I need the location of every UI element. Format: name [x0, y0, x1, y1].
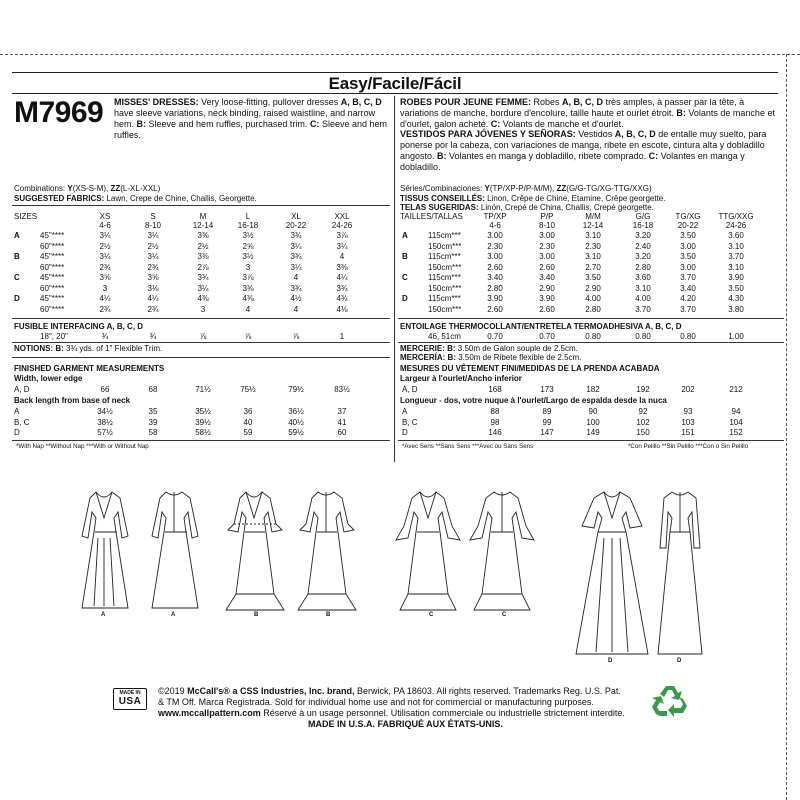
yardage-value: 3.70 [728, 252, 744, 261]
yardage-value: 3.00 [487, 252, 503, 261]
width-label-english: Width, lower edge [14, 374, 83, 383]
yardage-value: 3⅜ [197, 231, 209, 240]
yardage-value: 4.00 [635, 294, 651, 303]
badge-bottom-text: USA [118, 696, 142, 707]
yardage-value: 4 [245, 304, 251, 314]
width-value: 68 [148, 385, 158, 394]
yardage-view: C [402, 273, 408, 282]
size-number: 24-26 [725, 221, 747, 230]
yardage-value: 2.30 [539, 241, 555, 251]
yardage-value: 3.20 [635, 231, 651, 240]
yardage-value: 3¾ [197, 273, 209, 282]
yardage-value: 2¾ [99, 304, 111, 314]
fabrics-french: TISSUS CONSEILLÉS: Linon, Crêpe de Chine, Etamine, Crêpe georgette. [400, 194, 666, 203]
length-value: 92 [638, 407, 648, 416]
sizes-header-english: SIZES [14, 212, 38, 221]
yardage-value: 3.00 [680, 262, 696, 272]
yardage-value: 3.10 [728, 262, 744, 272]
yardage-value: 3.00 [680, 241, 696, 251]
yardage-value: 3.40 [539, 273, 555, 282]
length-value: 41 [337, 417, 347, 427]
yardage-value: 3.20 [635, 252, 651, 261]
yardage-value: 3.10 [585, 231, 601, 240]
yardage-value: 2⅝ [242, 241, 254, 251]
yardage-width: 45"**** [40, 273, 65, 282]
yardage-value: 3⅞ [336, 231, 348, 240]
yardage-value: 2.30 [585, 241, 601, 251]
garment-sketches [0, 478, 800, 678]
yardage-value: 3¼ [290, 262, 302, 272]
description-spanish: VESTIDOS PARA JÓVENES Y SEÑORAS: Vestidos A, B, C, D de entalle muy suelto, para ponerse por la cabeza, con variaciones de manga, ribete en escote, cintura alta y dobladillo angosto. B: Volantes en manga y dobladillo, ribete comprado. C: Volantes en manga y dobladillo. [400, 129, 767, 172]
yardage-value: 2.90 [539, 283, 555, 293]
length-value: 151 [681, 428, 695, 437]
sketch-view-c-front [396, 492, 460, 610]
interfacing-value: ¾ [101, 332, 109, 341]
yardage-width: 115cm*** [428, 273, 461, 282]
length-value: 149 [586, 428, 600, 437]
fabrics-spanish: TELAS SUGERIDAS: Linón, Crepé de China, Challis, Crepé georgette. [400, 203, 654, 212]
rule [12, 440, 390, 441]
sketch-view-a-back [152, 492, 198, 608]
badge-top-text: MADE IN [119, 690, 141, 696]
finished-measurements-french: MESURES DU VÊTEMENT FINI/MEDIDAS DE LA PRENDA ACABADA [400, 364, 660, 373]
length-value: 147 [540, 428, 554, 437]
size-number: 8-10 [144, 221, 161, 230]
yardage-value: 2.70 [585, 262, 601, 272]
copyright-line-1: ©2019 McCall's® a CSS Industries, Inc. brand, Berwick, PA 18603. All rights reserved. Trademarks Reg. U.S. Pat. [158, 686, 621, 696]
interfacing-value: 0.80 [585, 332, 601, 341]
made-in-usa-line: MADE IN U.S.A. FABRIQUÉ AUX ÉTATS-UNIS. [308, 719, 503, 729]
cut-line-right [786, 54, 787, 800]
yardage-width: 45"**** [40, 231, 65, 240]
yardage-view: B [14, 252, 20, 261]
interfacing-english: FUSIBLE INTERFACING A, B, C, D [14, 322, 144, 331]
description-french: ROBES POUR JEUNE FEMME: Robes A, B, C, D très amples, à passer par la tête, à variations de manche, bordure d'encolure, taille haute et ourlet étroit. B: Volants de manche et d'ourlet, galon acheté. C: Volants de manche et d'ourlet. [400, 97, 775, 129]
yardage-width: 115cm*** [428, 231, 461, 240]
yardage-value: 3¼ [336, 241, 348, 251]
length-value: 103 [681, 417, 695, 427]
yardage-value: 3.10 [728, 241, 744, 251]
size-number: 16-18 [632, 221, 654, 230]
width-value: 173 [540, 385, 554, 394]
sketch-label-a: A [101, 612, 106, 618]
size-name: XXL [334, 212, 350, 221]
combinations-english: Combinations: Y(XS-S-M), ZZ(L-XL-XXL) [14, 184, 161, 193]
width-view: A, D [14, 385, 30, 394]
width-value: 71½ [195, 385, 211, 394]
sketch-view-c-back [470, 492, 534, 610]
length-value: 93 [683, 407, 693, 416]
width-label-french: Largeur à l'ourlet/Ancho inferior [400, 374, 522, 383]
yardage-value: 3.00 [487, 231, 503, 240]
yardage-value: 4.20 [680, 294, 696, 303]
width-value: 212 [729, 385, 743, 394]
sizes-header-french: TAILLES/TALLAS [400, 212, 463, 221]
yardage-value: 2.80 [487, 283, 503, 293]
length-view: D [14, 428, 20, 437]
yardage-value: 3.70 [680, 273, 696, 282]
yardage-value: 3¼ [99, 252, 111, 261]
size-name: XL [291, 212, 301, 221]
size-name: L [245, 212, 251, 221]
yardage-value: 3 [102, 283, 108, 293]
length-value: 59½ [288, 428, 304, 437]
yardage-width: 60"**** [40, 304, 65, 314]
sketch-label-a: A [171, 612, 176, 618]
size-name: TP/XP [483, 212, 507, 221]
rule [12, 205, 390, 206]
length-value: 150 [636, 428, 650, 437]
width-value: 79½ [288, 385, 304, 394]
nap-note-english: *With Nap **Without Nap ***With or Without Nap [16, 443, 149, 450]
sketch-label-d: D [677, 658, 682, 664]
copyright-block [158, 686, 658, 730]
yardage-value: 3.60 [728, 231, 744, 240]
length-value: 39½ [195, 417, 211, 427]
yardage-value: 3.60 [635, 273, 651, 282]
finished-measurements-english: FINISHED GARMENT MEASUREMENTS [14, 364, 165, 373]
length-value: 40 [243, 417, 253, 427]
yardage-value: 2⅞ [197, 262, 209, 272]
width-value: 192 [636, 385, 650, 394]
sketch-view-b-back [298, 492, 356, 610]
width-view: A, D [402, 385, 418, 394]
yardage-value: 3⅜ [197, 252, 209, 261]
yardage-value: 4⅛ [336, 304, 348, 314]
yardage-value: 3.70 [680, 304, 696, 314]
merceria-spanish: MERCERÍA: B: 3.50m de Ribete flexible de 2.5cm. [400, 353, 582, 362]
yardage-value: 3¾ [290, 252, 302, 261]
length-value: 104 [729, 417, 743, 427]
mercerie-french: MERCERIE: B: 3.50m de Galon souple de 2.5cm. [400, 344, 578, 353]
size-name: G/G [635, 212, 651, 221]
length-value: 38½ [97, 417, 113, 427]
combinations-french: Séries/Combinaciones: Y(TP/XP-P/P-M/M), ZZ(G/G-TG/XG-TTG/XXG) [400, 184, 652, 193]
fabrics-english: SUGGESTED FABRICS: Lawn, Crepe de Chine, Challis, Georgette. [14, 194, 257, 203]
size-number: 4-6 [489, 221, 501, 230]
yardage-value: 3⅛ [147, 283, 159, 293]
yardage-value: 4½ [290, 294, 302, 303]
cut-line-top [0, 54, 800, 55]
yardage-value: 2.60 [539, 304, 555, 314]
yardage-value: 2¾ [99, 262, 111, 272]
yardage-value: 3.50 [680, 231, 696, 240]
yardage-value: 3¼ [99, 231, 111, 240]
yardage-value: 4¼ [336, 273, 348, 282]
yardage-value: 4.30 [728, 294, 744, 303]
yardage-view: A [14, 231, 20, 240]
difficulty-banner [12, 72, 778, 94]
yardage-value: 3 [200, 304, 206, 314]
length-view: A [402, 407, 408, 416]
yardage-value: 4¼ [99, 294, 111, 303]
interfacing-value: ⅞ [244, 332, 252, 341]
length-value: 100 [586, 417, 600, 427]
length-value: 99 [542, 417, 552, 427]
yardage-width: 60"**** [40, 283, 65, 293]
yardage-value: 3⅝ [99, 273, 111, 282]
sketch-view-a-front [82, 492, 128, 608]
yardage-value: 3⅜ [336, 262, 348, 272]
length-value: 89 [542, 407, 552, 416]
yardage-value: 3⅜ [242, 283, 254, 293]
yardage-width: 60"**** [40, 262, 65, 272]
size-number: 4-6 [99, 221, 111, 230]
size-number: 16-18 [237, 221, 259, 230]
copyright-line-2: & TM Off. Marca Registrada. Sold for individual home use and not for commercial or manufacturing purposes. [158, 697, 594, 707]
length-value: 58½ [195, 428, 211, 437]
yardage-view: C [14, 273, 20, 282]
interfacing-value: 1.00 [728, 332, 744, 341]
yardage-value: 3¾ [336, 283, 348, 293]
cut-line-top-right [786, 54, 800, 55]
length-value: 40½ [288, 417, 304, 427]
width-value: 182 [586, 385, 600, 394]
size-name: M [199, 212, 207, 221]
sketch-view-d-front [576, 492, 648, 654]
yardage-value: 3¼ [147, 252, 159, 261]
rule [12, 357, 390, 358]
yardage-value: 3.50 [585, 273, 601, 282]
interfacing-value: 1 [339, 332, 345, 341]
length-label-french: Longueur - dos, votre nuque à l'ourlet/Largo de espalda desde la nuca [400, 396, 667, 405]
yardage-view: A [402, 231, 408, 240]
length-value: 102 [636, 417, 650, 427]
yardage-value: 3.90 [728, 273, 744, 282]
yardage-width: 150cm*** [428, 241, 462, 251]
yardage-value: 4⅜ [197, 294, 209, 303]
yardage-value: 3½ [242, 231, 254, 240]
length-value: 36 [243, 407, 253, 416]
yardage-view: B [402, 252, 408, 261]
yardage-width: 45"**** [40, 252, 65, 261]
yardage-value: 2½ [147, 241, 159, 251]
length-view: A [14, 407, 20, 416]
yardage-value: 3.80 [728, 304, 744, 314]
recycle-icon [652, 684, 688, 718]
yardage-value: 2¾ [147, 304, 159, 314]
website-link[interactable]: www.mccallpattern.com [158, 708, 261, 718]
column-divider [394, 96, 395, 462]
interfacing-value: ¾ [149, 332, 157, 341]
length-value: 36½ [288, 407, 304, 416]
interfacing-width: 46, 51cm [428, 332, 461, 341]
interfacing-value: 0.70 [539, 332, 555, 341]
length-value: 152 [729, 428, 743, 437]
size-number: 24-26 [331, 221, 353, 230]
yardage-view: D [14, 294, 20, 303]
interfacing-value: ⅞ [199, 332, 207, 341]
length-value: 88 [490, 407, 500, 416]
interfacing-value: 0.70 [487, 332, 503, 341]
yardage-value: 3.90 [539, 294, 555, 303]
width-value: 66 [100, 385, 110, 394]
yardage-value: 2.30 [487, 241, 503, 251]
length-value: 35½ [195, 407, 211, 416]
length-view: B, C [402, 417, 418, 427]
sketch-label-c: C [429, 612, 434, 618]
width-value: 202 [681, 385, 695, 394]
pattern-number: M7969 [14, 96, 104, 129]
length-value: 90 [588, 407, 598, 416]
yardage-value: 3.40 [680, 283, 696, 293]
length-view: B, C [14, 417, 30, 427]
length-value: 59 [243, 428, 253, 437]
rule [398, 440, 784, 441]
yardage-value: 3¾ [290, 231, 302, 240]
yardage-value: 3.10 [635, 283, 651, 293]
yardage-width: 60"**** [40, 241, 65, 251]
yardage-value: 4⅜ [242, 294, 254, 303]
sketch-label-b: B [326, 612, 331, 618]
difficulty-label: Easy/Facile/Fácil [328, 74, 462, 93]
yardage-value: 3⅞ [242, 273, 254, 282]
length-value: 37 [337, 407, 347, 416]
length-value: 34½ [97, 407, 113, 416]
yardage-value: 3¾ [290, 283, 302, 293]
yardage-value: 2.80 [635, 262, 651, 272]
size-name: M/M [585, 212, 601, 221]
width-value: 168 [488, 385, 502, 394]
width-value: 83½ [334, 385, 350, 394]
size-number: 12-14 [192, 221, 214, 230]
length-value: 39 [148, 417, 158, 427]
yardage-value: 4 [339, 252, 345, 261]
sketch-label-c: C [502, 612, 507, 618]
yardage-value: 3.50 [728, 283, 744, 293]
length-label-english: Back length from base of neck [14, 396, 131, 405]
length-value: 146 [488, 428, 502, 437]
interfacing-width: 18", 20" [40, 332, 68, 341]
yardage-value: 3½ [242, 252, 254, 261]
yardage-value: 3.10 [585, 252, 601, 261]
yardage-width: 45"**** [40, 294, 65, 303]
yardage-value: 3.00 [539, 231, 555, 240]
length-view: D [402, 428, 408, 437]
sketch-view-b-front [226, 492, 284, 610]
notions-english: NOTIONS: B: 3¾ yds. of 1" Flexible Trim. [14, 344, 163, 353]
interfacing-value: 0.80 [635, 332, 651, 341]
size-name: S [150, 212, 156, 221]
size-number: 12-14 [582, 221, 604, 230]
length-value: 57½ [97, 428, 113, 437]
size-number: 20-22 [285, 221, 307, 230]
yardage-value: 2.60 [487, 262, 503, 272]
rule [12, 318, 390, 319]
yardage-value: 2.40 [635, 241, 651, 251]
yardage-width: 150cm*** [428, 262, 462, 272]
yardage-value: 4¾ [336, 294, 348, 303]
length-value: 94 [731, 407, 741, 416]
yardage-value: 3¼ [147, 231, 159, 240]
interfacing-french: ENTOILAGE THERMOCOLLANT/ENTRETELA TERMOADHESIVA A, B, C, D [400, 322, 682, 331]
copyright-line-3: www.mccallpattern.com Réservé à un usage personnel. Utilisation commerciale ou industrielle strictement interdite. [158, 708, 625, 718]
size-name: XS [99, 212, 111, 221]
size-name: TG/XG [675, 212, 701, 221]
yardage-value: 3.90 [487, 294, 503, 303]
length-value: 60 [337, 428, 347, 437]
yardage-value: 2½ [197, 241, 209, 251]
interfacing-value: ⅞ [292, 332, 300, 341]
yardage-value: 2.90 [585, 283, 601, 293]
rule [398, 342, 784, 343]
yardage-width: 150cm*** [428, 304, 462, 314]
yardage-value: 3.40 [487, 273, 503, 282]
size-number: 20-22 [677, 221, 699, 230]
made-in-usa-badge [113, 688, 147, 710]
length-value: 35 [148, 407, 158, 416]
sketch-label-d: D [608, 658, 613, 664]
yardage-value: 3.70 [635, 304, 651, 314]
description-english: MISSES' DRESSES: Very loose-fitting, pullover dresses A, B, C, D have sleeve variations, neck binding, raised waistline, and narrow hem. B: Sleeve and hem ruffles, purchased trim. C: Sleeve and hem ruffles. [114, 97, 387, 140]
yardage-value: 3.00 [539, 252, 555, 261]
yardage-width: 115cm*** [428, 252, 461, 261]
yardage-value: 2.60 [487, 304, 503, 314]
yardage-value: 3¼ [290, 241, 302, 251]
nap-note-spanish: *Con Pelillo **Sin Pelillo ***Con o Sin Pelillo [628, 443, 749, 450]
yardage-width: 115cm*** [428, 294, 461, 303]
yardage-width: 150cm*** [428, 283, 462, 293]
yardage-value: 3⅝ [147, 273, 159, 282]
size-name: P/P [540, 212, 554, 221]
yardage-value: 3 [245, 262, 251, 272]
yardage-value: 2.80 [585, 304, 601, 314]
rule [12, 342, 390, 343]
nap-note-french: *Avec Sens **Sans Sens ***Avec ou Sans Sens [402, 443, 534, 450]
width-value: 75½ [240, 385, 256, 394]
sketch-view-d-back [658, 492, 702, 654]
yardage-value: 4¼ [147, 294, 159, 303]
length-value: 98 [490, 417, 500, 427]
interfacing-value: 0.80 [680, 332, 696, 341]
yardage-view: D [402, 294, 408, 303]
yardage-value: 4.00 [585, 294, 601, 303]
yardage-value: 4 [293, 273, 299, 282]
yardage-value: 3¼ [197, 283, 209, 293]
yardage-value: 4 [293, 304, 299, 314]
yardage-value: 2½ [99, 241, 111, 251]
size-name: TTG/XXG [718, 212, 754, 221]
length-value: 58 [148, 428, 158, 437]
yardage-value: 2.60 [539, 262, 555, 272]
size-number: 8-10 [538, 221, 555, 230]
rule [398, 318, 784, 319]
yardage-value: 3.50 [680, 252, 696, 261]
yardage-value: 2¾ [147, 262, 159, 272]
sketch-label-b: B [254, 612, 259, 618]
